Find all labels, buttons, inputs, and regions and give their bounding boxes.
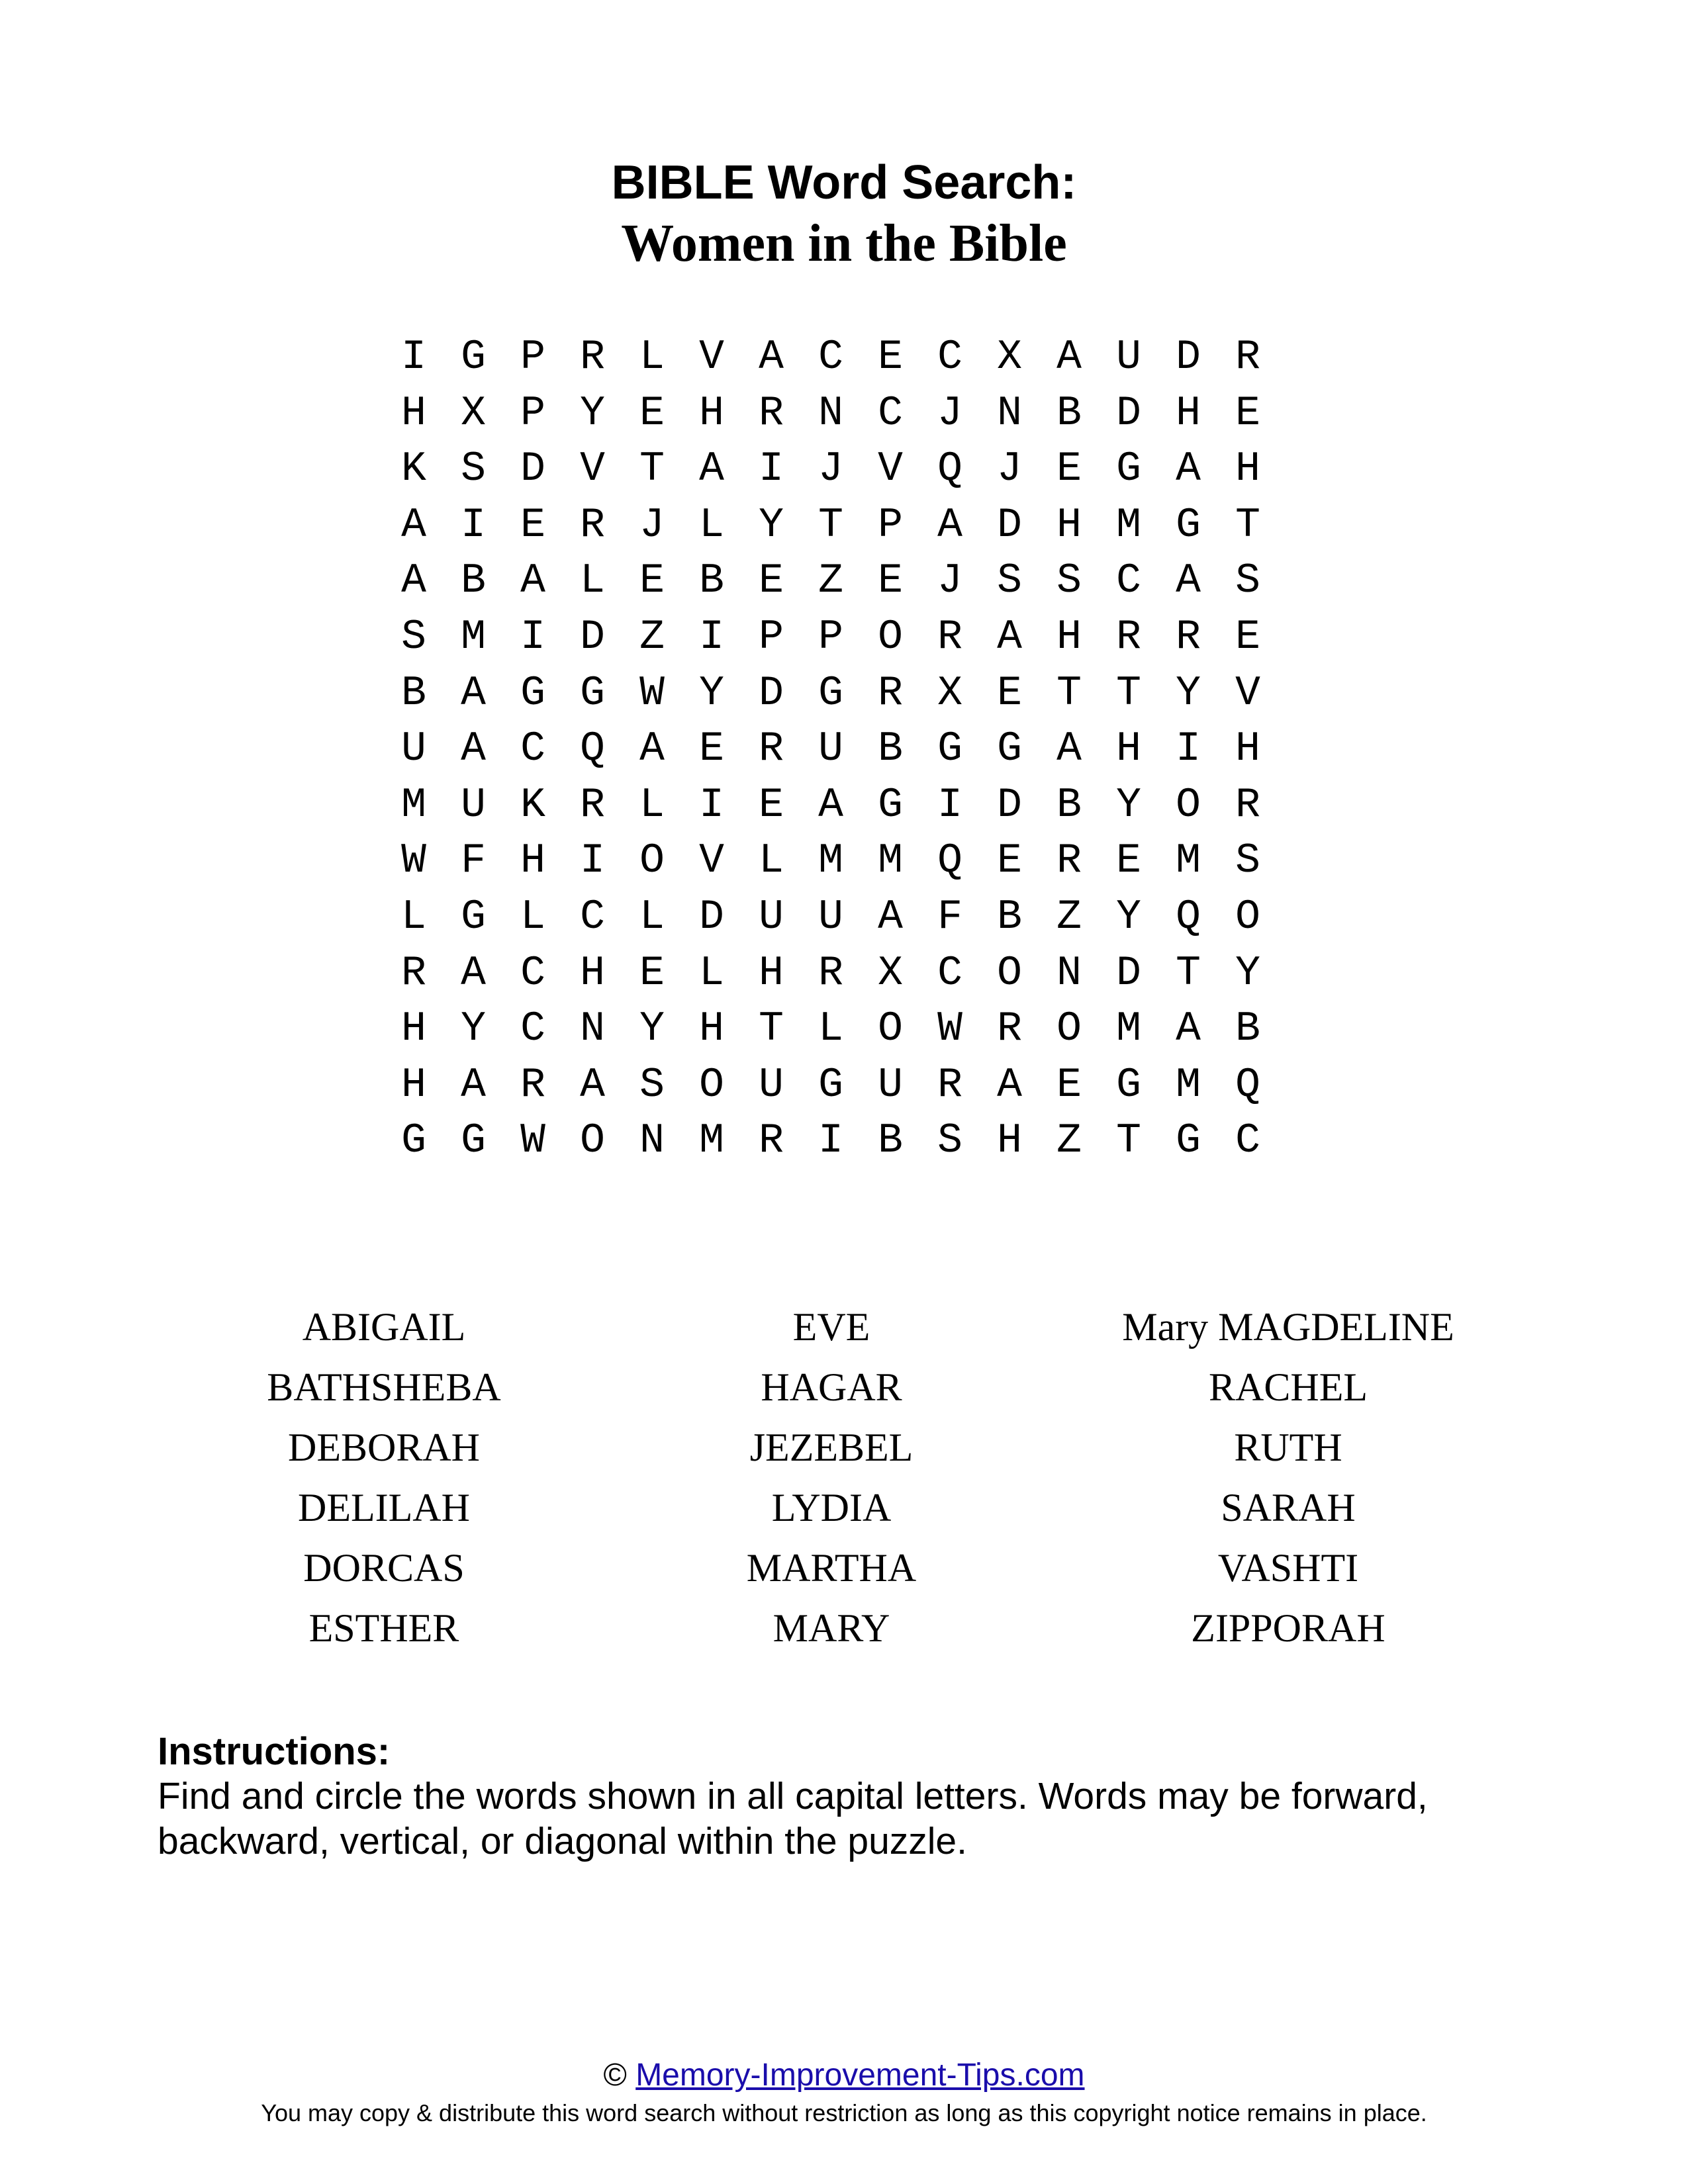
grid-letter: O [580, 1117, 605, 1165]
grid-letter: X [997, 334, 1022, 381]
grid-letter: U [759, 893, 784, 940]
grid-letter: L [699, 949, 724, 997]
grid-letter: Y [1176, 669, 1201, 717]
grid-letter: O [1235, 893, 1260, 940]
grid-letter: R [580, 501, 605, 549]
grid-letter: Y [461, 1005, 486, 1053]
grid-letter: W [520, 1117, 545, 1165]
grid-letter: H [759, 949, 784, 997]
grid-letter: A [1176, 445, 1201, 493]
grid-letter: C [520, 949, 545, 997]
grid-letter: G [1116, 1061, 1141, 1109]
grid-letter: V [1235, 669, 1260, 717]
grid-letter: H [1056, 501, 1082, 549]
grid-letter: E [1056, 445, 1082, 493]
word-list-item: LYDIA [771, 1486, 892, 1529]
grid-letter: O [878, 1005, 903, 1053]
grid-letter: M [878, 837, 903, 885]
grid-letter: G [520, 669, 545, 717]
word-list-item: DELILAH [298, 1486, 470, 1529]
grid-letter: V [878, 445, 903, 493]
grid-letter: D [1116, 389, 1141, 437]
grid-letter: C [878, 389, 903, 437]
grid-letter: A [937, 501, 962, 549]
grid-letter: N [1056, 949, 1082, 997]
grid-letter: E [639, 557, 665, 605]
grid-letter: G [818, 1061, 843, 1109]
grid-letter: B [1235, 1005, 1260, 1053]
grid-letter: L [639, 781, 665, 829]
grid-letter: G [997, 725, 1022, 773]
grid-letter: A [1056, 334, 1082, 381]
grid-letter: R [1235, 334, 1260, 381]
grid-letter: N [818, 389, 843, 437]
grid-letter: V [699, 334, 724, 381]
grid-letter: D [580, 613, 605, 660]
word-search-grid [384, 330, 1278, 1169]
grid-letter: Y [699, 669, 724, 717]
grid-letter: M [1116, 501, 1141, 549]
grid-letter: D [997, 501, 1022, 549]
grid-letter: E [639, 389, 665, 437]
word-list-item: EVE [792, 1305, 870, 1349]
grid-letter: G [1176, 1117, 1201, 1165]
grid-letter: L [401, 893, 426, 940]
grid-letter: L [759, 837, 784, 885]
grid-letter: A [461, 1061, 486, 1109]
word-list-item: Mary MAGDELINE [1122, 1305, 1454, 1349]
grid-letter: A [1056, 725, 1082, 773]
grid-letter: A [580, 1061, 605, 1109]
grid-letter: J [997, 445, 1022, 493]
grid-letter: G [580, 669, 605, 717]
grid-letter: R [1116, 613, 1141, 660]
page-subtitle: Women in the Bible [621, 214, 1067, 273]
instructions-heading: Instructions: [158, 1730, 391, 1773]
grid-letter: E [997, 837, 1022, 885]
grid-letter: P [520, 389, 545, 437]
grid-letter: I [461, 501, 486, 549]
grid-letter: B [997, 893, 1022, 940]
grid-letter: J [937, 389, 962, 437]
grid-letter: Y [639, 1005, 665, 1053]
grid-letter: I [699, 781, 724, 829]
word-list-item: BATHSHEBA [267, 1365, 501, 1409]
grid-letter: E [759, 781, 784, 829]
grid-letter: T [1056, 669, 1082, 717]
grid-letter: O [997, 949, 1022, 997]
grid-letter: R [937, 613, 962, 660]
grid-letter: Z [1056, 1117, 1082, 1165]
grid-letter: A [401, 501, 426, 549]
grid-letter: N [997, 389, 1022, 437]
grid-letter: S [461, 445, 486, 493]
grid-letter: R [520, 1061, 545, 1109]
grid-letter: C [520, 725, 545, 773]
grid-letter: E [997, 669, 1022, 717]
grid-letter: Y [759, 501, 784, 549]
grid-letter: A [401, 557, 426, 605]
word-list-item: SARAH [1221, 1486, 1356, 1529]
grid-letter: R [401, 949, 426, 997]
grid-letter: S [997, 557, 1022, 605]
grid-letter: A [878, 893, 903, 940]
grid-letter: E [759, 557, 784, 605]
grid-letter: I [1176, 725, 1201, 773]
grid-letter: T [818, 501, 843, 549]
word-list-item: MARTHA [746, 1546, 917, 1590]
word-list-column-2 [600, 1297, 1063, 1659]
grid-letter: O [639, 837, 665, 885]
grid-letter: C [818, 334, 843, 381]
grid-letter: H [401, 389, 426, 437]
word-list-item: ESTHER [308, 1606, 459, 1650]
grid-letter: M [818, 837, 843, 885]
word-list-item: MARY [773, 1606, 890, 1650]
grid-letter: G [461, 1117, 486, 1165]
grid-letter: T [1116, 669, 1141, 717]
grid-letter: P [878, 501, 903, 549]
grid-letter: A [461, 725, 486, 773]
grid-letter: M [1176, 1061, 1201, 1109]
grid-letter: A [520, 557, 545, 605]
grid-letter: A [461, 669, 486, 717]
grid-letter: E [699, 725, 724, 773]
word-list-item: ZIPPORAH [1191, 1606, 1385, 1650]
grid-letter: R [878, 669, 903, 717]
grid-letter: H [580, 949, 605, 997]
grid-letter: A [759, 334, 784, 381]
grid-letter: O [878, 613, 903, 660]
grid-letter: R [1235, 781, 1260, 829]
copyright-line [0, 2056, 1688, 2095]
grid-letter: P [520, 334, 545, 381]
grid-letter: P [759, 613, 784, 660]
website-link[interactable]: Memory-Improvement-Tips.com [635, 2058, 1085, 2093]
page-title: BIBLE Word Search: [611, 156, 1077, 209]
grid-letter: X [461, 389, 486, 437]
word-list-item: JEZEBEL [749, 1426, 914, 1469]
grid-letter: M [699, 1117, 724, 1165]
grid-letter: W [401, 837, 426, 885]
grid-letter: Q [1235, 1061, 1260, 1109]
grid-letter: S [1235, 837, 1260, 885]
grid-letter: R [580, 781, 605, 829]
grid-letter: T [1176, 949, 1201, 997]
grid-letter: A [997, 613, 1022, 660]
word-list-item: DEBORAH [287, 1426, 480, 1469]
grid-letter: G [1116, 445, 1141, 493]
grid-letter: S [937, 1117, 962, 1165]
grid-letter: R [759, 1117, 784, 1165]
grid-letter: X [878, 949, 903, 997]
grid-letter: S [401, 613, 426, 660]
grid-letter: A [1176, 557, 1201, 605]
grid-letter: E [1235, 389, 1260, 437]
grid-letter: D [1176, 334, 1201, 381]
grid-letter: U [759, 1061, 784, 1109]
word-list-item: HAGAR [761, 1365, 902, 1409]
grid-letter: B [1056, 389, 1082, 437]
grid-letter: T [759, 1005, 784, 1053]
grid-letter: U [461, 781, 486, 829]
grid-letter: R [759, 725, 784, 773]
grid-letter: L [699, 501, 724, 549]
grid-letter: Q [937, 837, 962, 885]
grid-letter: D [759, 669, 784, 717]
grid-letter: B [878, 725, 903, 773]
grid-letter: Q [1176, 893, 1201, 940]
grid-letter: R [997, 1005, 1022, 1053]
grid-letter: E [878, 557, 903, 605]
grid-letter: G [461, 893, 486, 940]
grid-letter: I [699, 613, 724, 660]
grid-letter: E [639, 949, 665, 997]
grid-letter: N [639, 1117, 665, 1165]
grid-letter: H [1235, 445, 1260, 493]
grid-letter: O [1176, 781, 1201, 829]
grid-letter: U [1116, 334, 1141, 381]
grid-letter: C [1116, 557, 1141, 605]
grid-letter: L [520, 893, 545, 940]
grid-letter: U [878, 1061, 903, 1109]
grid-letter: I [401, 334, 426, 381]
grid-letter: R [580, 334, 605, 381]
grid-letter: B [401, 669, 426, 717]
grid-letter: Y [1116, 781, 1141, 829]
grid-letter: B [699, 557, 724, 605]
grid-letter: Y [1116, 893, 1141, 940]
word-list-column-1 [152, 1297, 616, 1659]
grid-letter: D [1116, 949, 1141, 997]
grid-letter: W [639, 669, 665, 717]
grid-letter: Y [580, 389, 605, 437]
grid-letter: A [1176, 1005, 1201, 1053]
grid-letter: X [937, 669, 962, 717]
grid-letter: S [639, 1061, 665, 1109]
grid-letter: J [937, 557, 962, 605]
grid-letter: J [639, 501, 665, 549]
grid-letter: K [401, 445, 426, 493]
instructions-text: Find and circle the words shown in all capital letters. Words may be forward, backward, vertical, or diagonal within the puzzle. [158, 1775, 1428, 1862]
grid-letter: W [937, 1005, 962, 1053]
word-list-item: RUTH [1234, 1426, 1342, 1469]
grid-letter: E [520, 501, 545, 549]
grid-letter: Q [580, 725, 605, 773]
grid-letter: G [401, 1117, 426, 1165]
grid-letter: Z [818, 557, 843, 605]
grid-letter: M [401, 781, 426, 829]
grid-letter: R [1176, 613, 1201, 660]
grid-letter: M [1176, 837, 1201, 885]
grid-letter: H [401, 1005, 426, 1053]
grid-letter: L [818, 1005, 843, 1053]
grid-letter: C [520, 1005, 545, 1053]
grid-letter: L [639, 334, 665, 381]
grid-letter: A [461, 949, 486, 997]
grid-letter: O [699, 1061, 724, 1109]
grid-letter: A [639, 725, 665, 773]
grid-letter: G [461, 334, 486, 381]
grid-letter: H [520, 837, 545, 885]
grid-letter: V [699, 837, 724, 885]
grid-letter: H [1176, 389, 1201, 437]
grid-letter: S [1056, 557, 1082, 605]
grid-letter: C [937, 949, 962, 997]
word-list-item: ABIGAIL [302, 1305, 466, 1349]
grid-letter: I [759, 445, 784, 493]
grid-letter: T [1235, 501, 1260, 549]
copyright-symbol: © [603, 2058, 627, 2093]
grid-letter: F [937, 893, 962, 940]
grid-letter: B [878, 1117, 903, 1165]
grid-letter: V [580, 445, 605, 493]
grid-letter: C [580, 893, 605, 940]
grid-letter: T [1116, 1117, 1141, 1165]
grid-letter: P [818, 613, 843, 660]
grid-letter: H [1235, 725, 1260, 773]
grid-letter: M [1116, 1005, 1141, 1053]
grid-letter: C [937, 334, 962, 381]
grid-letter: T [639, 445, 665, 493]
grid-letter: F [461, 837, 486, 885]
grid-letter: R [1056, 837, 1082, 885]
grid-letter: B [1056, 781, 1082, 829]
grid-letter: E [1116, 837, 1141, 885]
grid-letter: J [818, 445, 843, 493]
grid-letter: A [997, 1061, 1022, 1109]
grid-letter: D [520, 445, 545, 493]
grid-letter: R [937, 1061, 962, 1109]
grid-letter: K [520, 781, 545, 829]
grid-letter: L [580, 557, 605, 605]
grid-letter: I [818, 1117, 843, 1165]
grid-letter: A [699, 445, 724, 493]
grid-letter: Z [639, 613, 665, 660]
grid-letter: G [818, 669, 843, 717]
grid-letter: I [520, 613, 545, 660]
grid-letter: R [818, 949, 843, 997]
grid-letter: H [699, 389, 724, 437]
grid-letter: U [818, 725, 843, 773]
word-list-item: RACHEL [1209, 1365, 1368, 1409]
grid-letter: C [1235, 1117, 1260, 1165]
grid-letter: E [878, 334, 903, 381]
grid-letter: E [1235, 613, 1260, 660]
grid-letter: N [580, 1005, 605, 1053]
grid-letter: Y [1235, 949, 1260, 997]
grid-letter: O [1056, 1005, 1082, 1053]
grid-letter: H [401, 1061, 426, 1109]
word-list-item: VASHTI [1217, 1546, 1359, 1590]
grid-letter: H [1116, 725, 1141, 773]
grid-letter: A [818, 781, 843, 829]
grid-letter: D [997, 781, 1022, 829]
grid-letter: R [759, 389, 784, 437]
grid-letter: U [818, 893, 843, 940]
grid-letter: H [997, 1117, 1022, 1165]
grid-letter: G [878, 781, 903, 829]
grid-letter: I [580, 837, 605, 885]
grid-letter: H [699, 1005, 724, 1053]
grid-letter: S [1235, 557, 1260, 605]
grid-letter: I [937, 781, 962, 829]
grid-letter: G [937, 725, 962, 773]
grid-letter: G [1176, 501, 1201, 549]
grid-letter: M [461, 613, 486, 660]
grid-letter: D [699, 893, 724, 940]
copyright-notice: You may copy & distribute this word search without restriction as long as this copyright notice remains in place. [261, 2099, 1427, 2126]
grid-letter: H [1056, 613, 1082, 660]
grid-letter: Q [937, 445, 962, 493]
grid-letter: E [1056, 1061, 1082, 1109]
grid-letter: U [401, 725, 426, 773]
word-list-item: DORCAS [303, 1546, 465, 1590]
grid-letter: B [461, 557, 486, 605]
grid-letter: L [639, 893, 665, 940]
grid-letter: Z [1056, 893, 1082, 940]
word-list-column-3 [1056, 1297, 1520, 1659]
